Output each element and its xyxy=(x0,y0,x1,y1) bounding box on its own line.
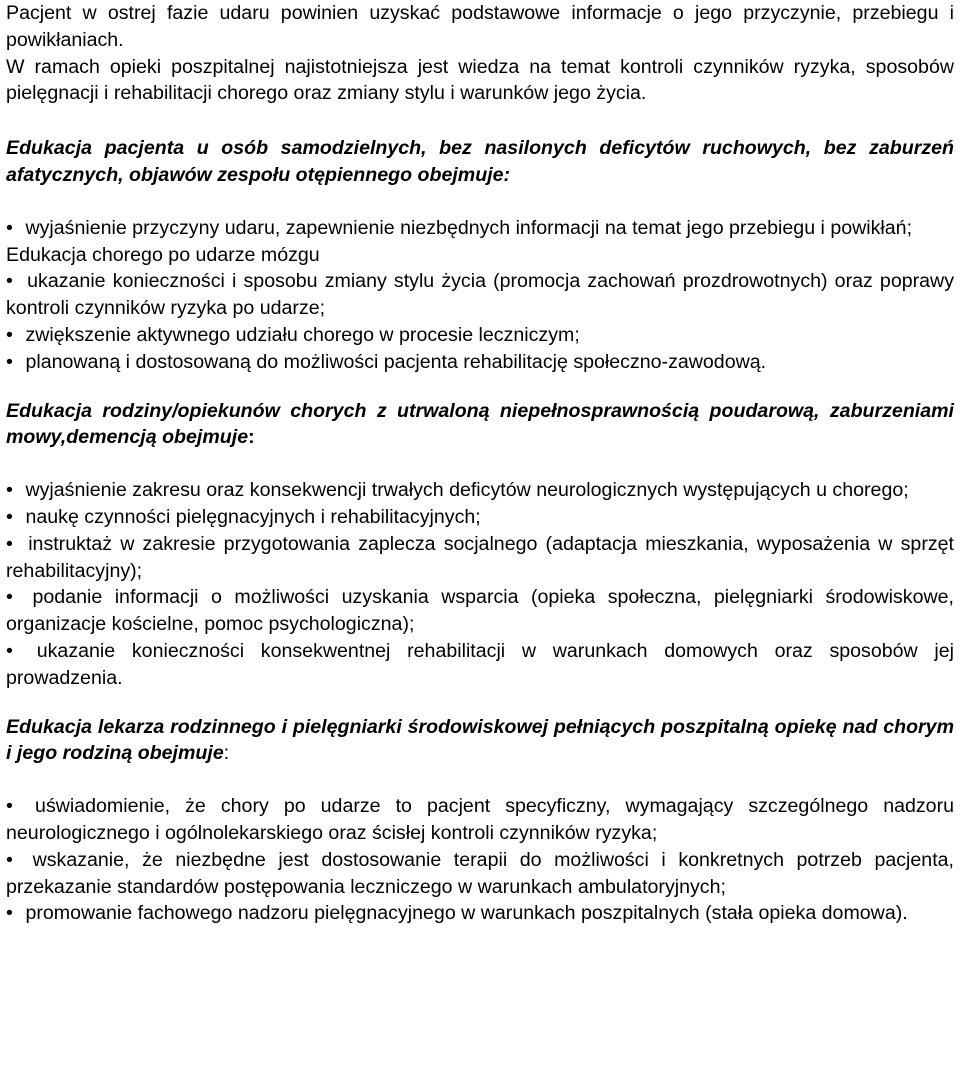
list-item: • ukazanie konieczności i sposobu zmiany stylu życia (promocja zachowań prozdrowotnych) oraz poprawy kontroli czynników ryzyka po udarze; xyxy=(6,270,954,320)
list-item: • wyjaśnienie zakresu oraz konsekwencji trwałych deficytów neurologicznych występujących u chorego; xyxy=(6,477,954,504)
section1-subheading: Edukacja chorego po udarze mózgu xyxy=(6,243,320,266)
section3-list xyxy=(6,793,954,927)
bullet-icon: • xyxy=(6,532,13,555)
bullet-icon: • xyxy=(6,586,13,609)
list-item: • promowanie fachowego nadzoru pielęgnacyjnego w warunkach poszpitalnych (stała opieka domowa). xyxy=(6,900,954,927)
bullet-icon: • xyxy=(6,639,13,662)
bullet-icon: • xyxy=(6,350,13,373)
section2-heading: Edukacja rodziny/opiekunów chorych z utrwaloną niepełnosprawnością poudarową, zaburzeniami mowy,demencją obejmuje: xyxy=(6,399,954,449)
list-item: • zwiększenie aktywnego udziału chorego w procesie leczniczym; xyxy=(6,322,954,349)
list-item: • wyjaśnienie przyczyny udaru, zapewnienie niezbędnych informacji na temat jego przebiegu i powikłań; xyxy=(6,215,954,242)
bullet-icon: • xyxy=(6,479,13,502)
bullet-icon: • xyxy=(6,216,13,239)
bullet-icon: • xyxy=(6,323,13,346)
bullet-icon: • xyxy=(6,270,13,293)
list-item: • uświadomienie, że chory po udarze to pacjent specyficzny, wymagający szczególnego nadzoru neurologicznego i ogólnolekarskiego oraz ścisłej kontroli czynników ryzyka; xyxy=(6,795,954,844)
list-item: • planowaną i dostosowaną do możliwości pacjenta rehabilitację społeczno-zawodową. xyxy=(6,349,954,376)
list-item: • instruktaż w zakresie przygotowania zaplecza socjalnego (adaptacja mieszkania, wyposażenia w sprzęt rehabilitacyjny); xyxy=(6,532,954,582)
bullet-icon: • xyxy=(6,902,13,925)
list-item: • podanie informacji o możliwości uzyskania wsparcia (opieka społeczna, pielęgniarki środowiskowe, organizacje kościelne, pomoc psychologiczna); xyxy=(6,586,954,636)
list-item: • naukę czynności pielęgnacyjnych i rehabilitacyjnych; xyxy=(6,504,954,531)
bullet-icon: • xyxy=(6,848,13,871)
section3-heading: Edukacja lekarza rodzinnego i pielęgniarki środowiskowej pełniących poszpitalną opiekę nad chorym i jego rodziną obejmuje: xyxy=(6,715,954,765)
section2-list xyxy=(6,477,954,691)
bullet-icon: • xyxy=(6,505,13,528)
section1-heading: Edukacja pacjenta u osób samodzielnych, bez nasilonych deficytów ruchowych, bez zaburzeń afatycznych, objawów zespołu otępiennego obejmuje: xyxy=(6,137,954,186)
intro-paragraph-1: Pacjent w ostrej fazie udaru powinien uzyskać podstawowe informacje o jego przyczynie, przebiegu i powikłaniach. xyxy=(6,2,954,51)
list-item: • wskazanie, że niezbędne jest dostosowanie terapii do możliwości i konkretnych potrzeb pacjenta, przekazanie standardów postępowania leczniczego w warunkach ambulatoryjnych; xyxy=(6,848,954,898)
section1-list-continued xyxy=(6,268,954,375)
intro-paragraph-2: W ramach opieki poszpitalnej najistotniejsza jest wiedza na temat kontroli czynników ryzyka, sposobów pielęgnacji i rehabilitacji chorego oraz zmiany stylu i warunków jego życia. xyxy=(6,55,954,105)
list-item: • ukazanie konieczności konsekwentnej rehabilitacji w warunkach domowych oraz sposobów jej prowadzenia. xyxy=(6,639,954,689)
section1-list xyxy=(6,215,954,242)
bullet-icon: • xyxy=(6,795,13,818)
